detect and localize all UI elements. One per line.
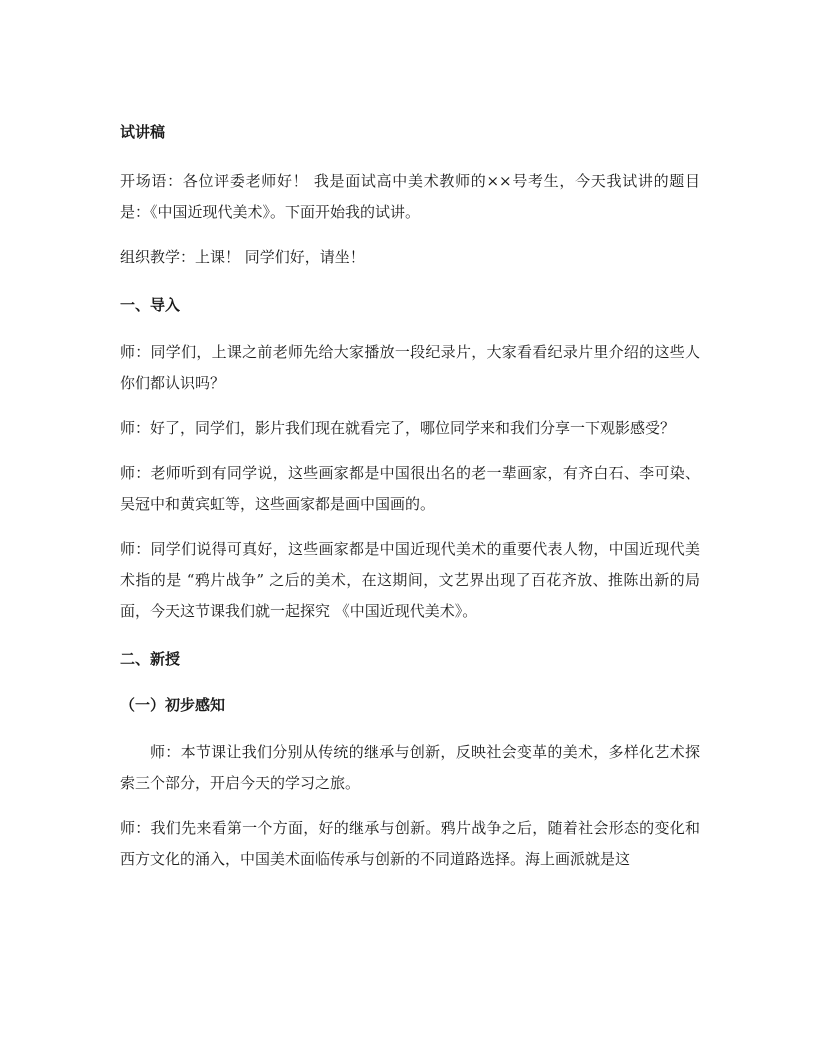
lesson-paragraph: 师：我们先来看第一个方面，好的继承与创新。鸦片战争之后，随着社会形态的变化和西方文化的涌入，中国美术面临传承与创新的不同道路选择。海上画派就是这 bbox=[120, 819, 700, 868]
intro-paragraph: 师：同学们说得可真好，这些画家都是中国近现代美术的重要代表人物，中国近现代美术指的是 “鸦片战争” 之后的美术，在这期间，文艺界出现了百花齐放、推陈出新的局面，今天这节课我们就一起探究 《中国近现代美术》。 bbox=[120, 540, 700, 620]
intro-paragraph: 师：同学们，上课之前老师先给大家播放一段纪录片，大家看看纪录片里介绍的这些人你们都认识吗？ bbox=[120, 343, 700, 392]
document-title: 试讲稿 bbox=[120, 123, 166, 141]
document-page bbox=[120, 118, 700, 875]
section-heading-new-lesson: 二、新授 bbox=[120, 650, 181, 668]
subsection-heading: （一）初步感知 bbox=[120, 696, 226, 714]
lesson-paragraph: 师：本节课让我们分别从传统的继承与创新，反映社会变革的美术，多样化艺术探索三个部分，开启今天的学习之旅。 bbox=[120, 743, 700, 792]
organize-paragraph: 组织教学：上课！ 同学们好，请坐！ bbox=[120, 248, 365, 266]
intro-paragraph: 师：好了，同学们，影片我们现在就看完了，哪位同学来和我们分享一下观影感受？ bbox=[120, 419, 676, 437]
section-heading-intro: 一、导入 bbox=[120, 296, 181, 314]
intro-paragraph: 师：老师听到有同学说，这些画家都是中国很出名的老一辈画家，有齐白石、李可染、吴冠中和黄宾虹等，这些画家都是画中国画的。 bbox=[120, 464, 700, 513]
opening-paragraph: 开场语：各位评委老师好！ 我是面试高中美术教师的××号考生，今天我试讲的题目是：《中国近现代美术》。下面开始我的试讲。 bbox=[120, 172, 700, 221]
